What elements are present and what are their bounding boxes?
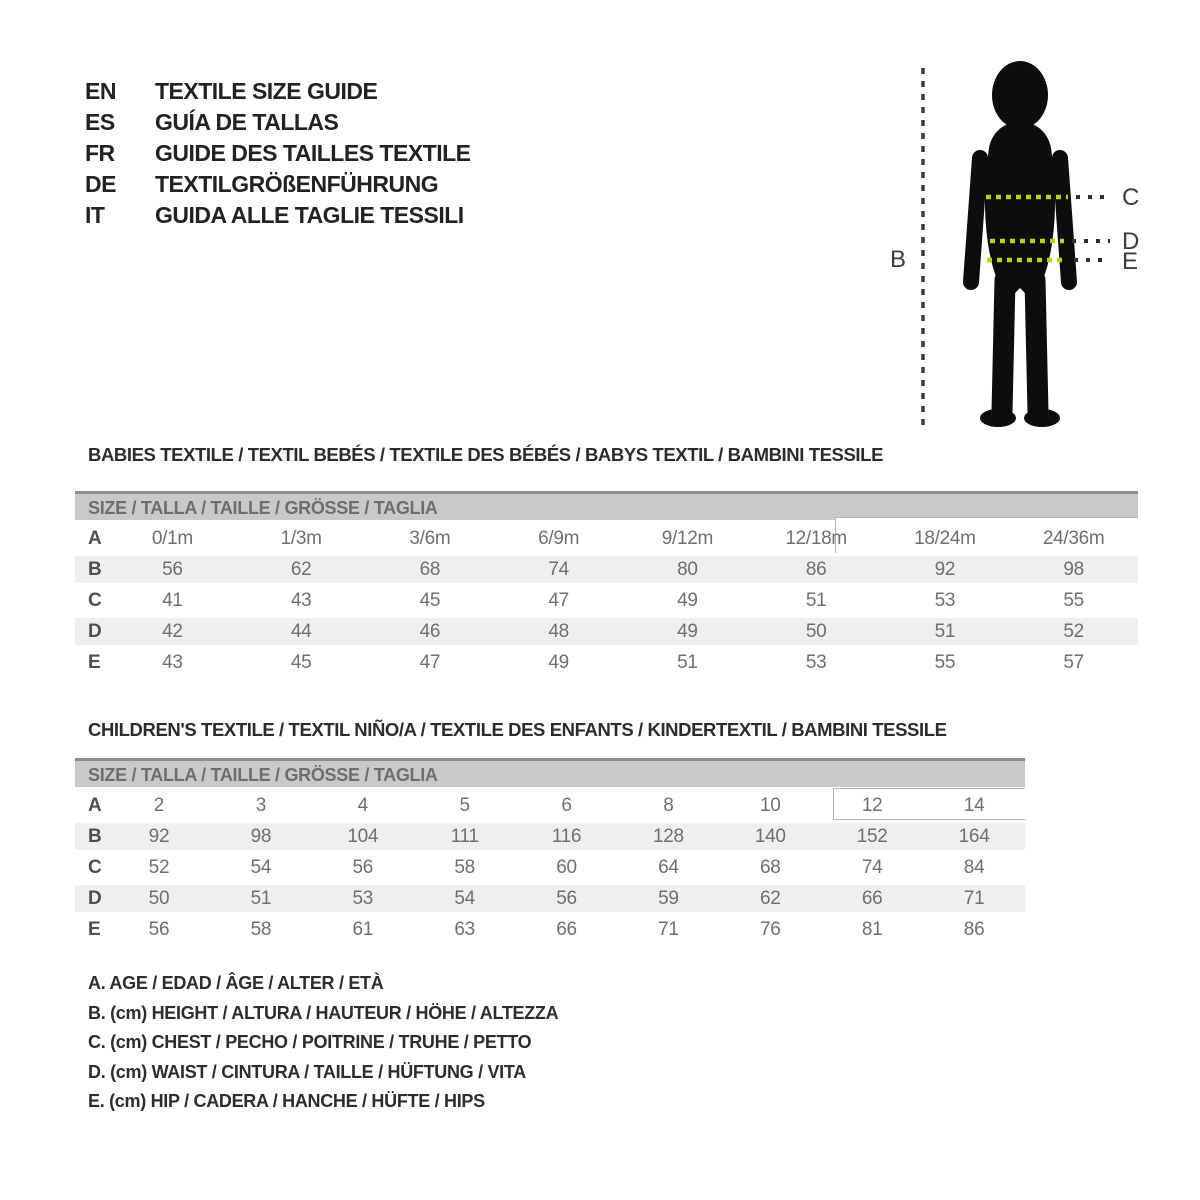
cell: 98 bbox=[1063, 558, 1084, 580]
legend-chest: C. (cm) CHEST / PECHO / POITRINE / TRUHE / PETTO bbox=[88, 1032, 532, 1052]
cell: 51 bbox=[805, 589, 827, 611]
cell: 58 bbox=[454, 856, 475, 878]
cell: 45 bbox=[290, 651, 312, 673]
cell: 3 bbox=[255, 794, 266, 816]
cell: 56 bbox=[162, 558, 183, 580]
lang-row-it bbox=[85, 200, 471, 231]
lang-title: GUÍA DE TALLAS bbox=[155, 109, 339, 135]
cell: 54 bbox=[454, 887, 475, 909]
cell: 104 bbox=[347, 825, 379, 847]
lang-row-es bbox=[85, 107, 471, 138]
cell: 53 bbox=[805, 651, 827, 673]
cell: 51 bbox=[677, 651, 698, 673]
children-table-header: SIZE / TALLA / TAILLE / GRÖSSE / TAGLIA bbox=[75, 758, 1025, 787]
row-label: B bbox=[88, 825, 102, 847]
cell: 49 bbox=[677, 620, 698, 642]
cell: 62 bbox=[290, 558, 312, 580]
lang-title: TEXTILGRÖßENFÜHRUNG bbox=[155, 171, 439, 197]
cell: 74 bbox=[548, 558, 569, 580]
cell: 51 bbox=[934, 620, 956, 642]
cell: 1/3m bbox=[280, 527, 322, 549]
cell: 116 bbox=[551, 825, 582, 847]
table-row-d bbox=[75, 616, 1138, 647]
cell: 52 bbox=[148, 856, 170, 878]
cell: 14 bbox=[963, 794, 985, 816]
legend-hip: E. (cm) HIP / CADERA / HANCHE / HÜFTE / HIPS bbox=[88, 1091, 485, 1111]
row-label: A bbox=[88, 794, 102, 816]
cell: 68 bbox=[419, 558, 441, 580]
cell: 12/18m bbox=[785, 527, 847, 549]
cell: 53 bbox=[934, 589, 956, 611]
lang-code: EN bbox=[85, 78, 116, 104]
cell: 41 bbox=[162, 589, 183, 611]
row-label: C bbox=[88, 856, 102, 878]
lang-code: IT bbox=[85, 202, 105, 228]
cell: 42 bbox=[162, 620, 183, 642]
cell: 86 bbox=[805, 558, 827, 580]
table-row-c bbox=[75, 852, 1025, 883]
cell: 55 bbox=[1063, 589, 1084, 611]
label-height-b: B bbox=[889, 246, 907, 273]
cell: 47 bbox=[419, 651, 441, 673]
cell: 68 bbox=[760, 856, 781, 878]
measurement-legend bbox=[88, 973, 558, 1121]
cell: 46 bbox=[419, 620, 441, 642]
legend-waist: D. (cm) WAIST / CINTURA / TAILLE / HÜFTUNG / VITA bbox=[88, 1061, 526, 1082]
cell: 6/9m bbox=[538, 527, 580, 549]
children-size-table bbox=[75, 758, 1025, 945]
table-row-b bbox=[75, 821, 1025, 852]
row-label: A bbox=[88, 527, 102, 549]
table-row-e bbox=[75, 647, 1138, 678]
lang-row-de bbox=[85, 169, 471, 200]
cell: 47 bbox=[548, 589, 569, 611]
table-row-c bbox=[75, 585, 1138, 616]
cell: 66 bbox=[556, 918, 577, 940]
cell: 43 bbox=[162, 651, 183, 673]
cell: 0/1m bbox=[151, 527, 193, 549]
cell: 128 bbox=[652, 825, 684, 847]
babies-table-header: SIZE / TALLA / TAILLE / GRÖSSE / TAGLIA bbox=[75, 491, 1138, 520]
cell: 58 bbox=[250, 918, 272, 940]
cell: 5 bbox=[459, 794, 470, 816]
lang-code: ES bbox=[85, 109, 115, 135]
lang-row-fr bbox=[85, 138, 471, 169]
row-label: E bbox=[88, 918, 101, 940]
cell: 80 bbox=[677, 558, 698, 580]
legend-age: A. AGE / EDAD / ÂGE / ALTER / ETÀ bbox=[88, 973, 384, 993]
table-row-d bbox=[75, 883, 1025, 914]
cell: 86 bbox=[963, 918, 985, 940]
lang-code: FR bbox=[85, 140, 115, 166]
lang-row-en bbox=[85, 76, 471, 107]
row-label: E bbox=[88, 651, 101, 673]
cell: 98 bbox=[250, 825, 272, 847]
language-title-list bbox=[85, 76, 471, 231]
cell: 18/24m bbox=[914, 527, 976, 549]
cell: 12 bbox=[861, 794, 883, 816]
cell: 6 bbox=[561, 794, 572, 816]
lang-title: GUIDA ALLE TAGLIE TESSILI bbox=[155, 202, 464, 228]
lang-title: TEXTILE SIZE GUIDE bbox=[155, 78, 378, 104]
lang-title: GUIDE DES TAILLES TEXTILE bbox=[155, 140, 471, 166]
label-waist-d: D bbox=[1122, 228, 1140, 255]
cell: 56 bbox=[352, 856, 373, 878]
cell: 57 bbox=[1063, 651, 1084, 673]
cell: 4 bbox=[357, 794, 368, 816]
cell: 49 bbox=[677, 589, 698, 611]
row-label: B bbox=[88, 558, 102, 580]
cell: 54 bbox=[250, 856, 272, 878]
label-chest-c: C bbox=[1122, 184, 1140, 211]
cell: 71 bbox=[658, 918, 679, 940]
cell: 44 bbox=[290, 620, 312, 642]
cell: 52 bbox=[1063, 620, 1084, 642]
cell: 164 bbox=[958, 825, 990, 847]
cell: 51 bbox=[250, 887, 272, 909]
cell: 55 bbox=[934, 651, 956, 673]
cell: 111 bbox=[450, 825, 479, 847]
cell: 64 bbox=[658, 856, 679, 878]
table-row-b bbox=[75, 554, 1138, 585]
table-row-a bbox=[75, 790, 1025, 821]
cell: 48 bbox=[548, 620, 569, 642]
cell: 63 bbox=[454, 918, 475, 940]
children-section-title: CHILDREN'S TEXTILE / TEXTIL NIÑO/A / TEXTILE DES ENFANTS / KINDERTEXTIL / BAMBINI TESSILE bbox=[88, 719, 947, 740]
cell: 60 bbox=[556, 856, 577, 878]
cell: 74 bbox=[861, 856, 883, 878]
cell: 61 bbox=[352, 918, 373, 940]
babies-section-title: BABIES TEXTILE / TEXTIL BEBÉS / TEXTILE DES BÉBÉS / BABYS TEXTIL / BAMBINI TESSILE bbox=[88, 444, 884, 465]
cell: 92 bbox=[934, 558, 956, 580]
table-row-a bbox=[75, 523, 1138, 554]
child-measurement-figure bbox=[868, 42, 1178, 442]
cell: 92 bbox=[148, 825, 170, 847]
cell: 49 bbox=[548, 651, 569, 673]
cell: 3/6m bbox=[409, 527, 451, 549]
cell: 84 bbox=[963, 856, 985, 878]
cell: 53 bbox=[352, 887, 373, 909]
cell: 2 bbox=[153, 794, 165, 816]
cell: 56 bbox=[148, 918, 170, 940]
cell: 71 bbox=[963, 887, 985, 909]
cell: 62 bbox=[760, 887, 781, 909]
cell: 9/12m bbox=[661, 527, 714, 549]
cell: 50 bbox=[805, 620, 827, 642]
babies-size-table bbox=[75, 491, 1138, 678]
legend-height: B. (cm) HEIGHT / ALTURA / HAUTEUR / HÖHE / ALTEZZA bbox=[88, 1002, 559, 1023]
label-hip-e: E bbox=[1122, 248, 1139, 275]
cell: 152 bbox=[856, 825, 888, 847]
lang-code: DE bbox=[85, 171, 116, 197]
cell: 50 bbox=[148, 887, 170, 909]
cell: 24/36m bbox=[1042, 527, 1105, 549]
cell: 56 bbox=[556, 887, 577, 909]
cell: 81 bbox=[861, 918, 883, 940]
cell: 8 bbox=[663, 794, 674, 816]
table-row-e bbox=[75, 914, 1025, 945]
cell: 45 bbox=[419, 589, 441, 611]
cell: 43 bbox=[290, 589, 312, 611]
cell: 76 bbox=[760, 918, 781, 940]
child-silhouette bbox=[971, 61, 1069, 427]
cell: 59 bbox=[658, 887, 679, 909]
cell: 140 bbox=[754, 825, 786, 847]
row-label: D bbox=[88, 620, 102, 642]
cell: 10 bbox=[760, 794, 781, 816]
cell: 66 bbox=[861, 887, 883, 909]
row-label: C bbox=[88, 589, 102, 611]
row-label: D bbox=[88, 887, 102, 909]
